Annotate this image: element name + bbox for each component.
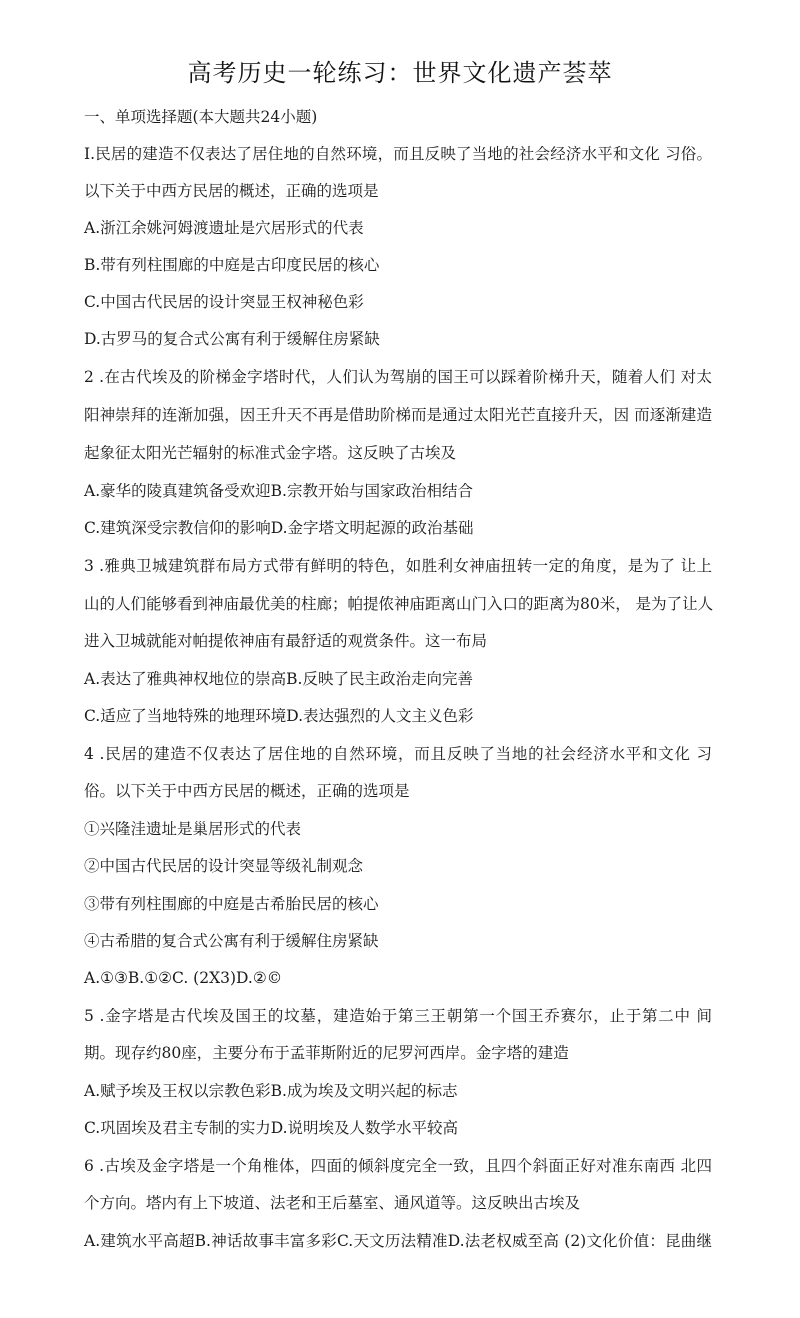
question-1-option-a: A.浙江余姚河姆渡遗址是穴居形式的代表 xyxy=(84,219,364,237)
question-6-stem-line-1: 6 .古埃及金字塔是一个角椎体，四面的倾斜度完全一致，且四个斜面正好对准东南西 北四 xyxy=(84,1157,712,1175)
question-1-option-d: D.古罗马的复合式公寓有利于缓解住房紧缺 xyxy=(84,330,380,348)
question-3-stem-line-1: 3 .雅典卫城建筑群布局方式带有鲜明的特色，如胜利女神庙扭转一定的角度，是为了 让上 xyxy=(84,557,712,575)
question-2-options-ab: A.豪华的陵真建筑备受欢迎B.宗教开始与国家政治相结合 xyxy=(84,482,473,500)
question-2-stem-line-3: 起象征太阳光芒辐射的标准式金字塔。这反映了古埃及 xyxy=(84,444,457,462)
question-6-options: A.建筑水平高超B.神话故事丰富多彩C.天文历法精准D.法老权威至高 (2)文化价值：昆曲继 xyxy=(84,1232,712,1250)
question-5-stem-line-1: 5 .金字塔是古代埃及国王的坟墓，建造始于第三王朝第一个国王乔赛尔，止于第二中 间 xyxy=(84,1007,712,1025)
question-3-stem-line-3: 进入卫城就能对帕提侬神庙有最舒适的观赏条件。这一布局 xyxy=(84,632,488,650)
document-title: 高考历史一轮练习：世界文化遗产荟萃 xyxy=(187,59,613,87)
question-1-option-c: C.中国古代民居的设计突显王权神秘色彩 xyxy=(84,293,364,311)
question-4-item-3: ③带有列柱围廊的中庭是古希胎民居的核心 xyxy=(84,895,379,913)
question-5-options-ab: A.赋予埃及王权以宗教色彩B.成为埃及文明兴起的标志 xyxy=(84,1082,458,1100)
question-4-item-2: ②中国古代民居的设计突显等级礼制观念 xyxy=(84,857,364,875)
question-4-stem-line-1: 4 .民居的建造不仅表达了居住地的自然环境，而且反映了当地的社会经济水平和文化 习 xyxy=(84,745,712,763)
question-1-stem-line-1: I.民居的建造不仅表达了居住地的自然环境，而且反映了当地的社会经济水平和文化 习俗。 xyxy=(84,145,712,163)
question-2-options-cd: C.建筑深受宗教信仰的影响D.金字塔文明起源的政治基础 xyxy=(84,519,474,537)
question-4-options: A.①③B.①②C. (2X3)D.②© xyxy=(84,969,283,987)
question-3-options-ab: A.表达了雅典神权地位的崇高B.反映了民主政治走向完善 xyxy=(84,670,473,688)
question-4-item-4: ④古希腊的复合式公寓有利于缓解住房紧缺 xyxy=(84,932,379,950)
question-3-options-cd: C.适应了当地特殊的地理环境D.表达强烈的人文主义色彩 xyxy=(84,707,474,725)
question-2-stem-line-1: 2 .在古代埃及的阶梯金字塔时代，人们认为驾崩的国王可以踩着阶梯升天，随着人们 对太 xyxy=(84,368,712,386)
question-5-options-cd: C.巩固埃及君主专制的实力D.说明埃及人数学水平较高 xyxy=(84,1119,459,1137)
question-3-stem-line-2: 山的人们能够看到神庙最优美的柱廊；帕提侬神庙距离山门入口的距离为80米， 是为了让人 xyxy=(84,595,714,613)
question-2-stem-line-2: 阳神崇拜的连渐加强，因王升天不再是借助阶梯而是通过太阳光芒直接升天，因 而逐渐建造 xyxy=(84,406,712,424)
question-1-stem-line-2: 以下关于中西方民居的概述，正确的选项是 xyxy=(84,182,379,200)
section-heading: 一、单项选择题(本大题共24小题) xyxy=(84,108,318,126)
question-5-stem-line-2: 期。现存约80座，主要分布于孟菲斯附近的尼罗河西岸。金字塔的建造 xyxy=(84,1044,569,1062)
question-6-stem-line-2: 个方向。塔内有上下坡道、法老和王后墓室、通风道等。这反映出古埃及 xyxy=(84,1194,581,1212)
question-4-stem-line-2: 俗。以下关于中西方民居的概述，正确的选项是 xyxy=(84,782,410,800)
question-4-item-1: ①兴隆洼遗址是巢居形式的代表 xyxy=(84,820,302,838)
question-1-option-b: B.带有列柱围廊的中庭是古印度民居的核心 xyxy=(84,256,380,274)
